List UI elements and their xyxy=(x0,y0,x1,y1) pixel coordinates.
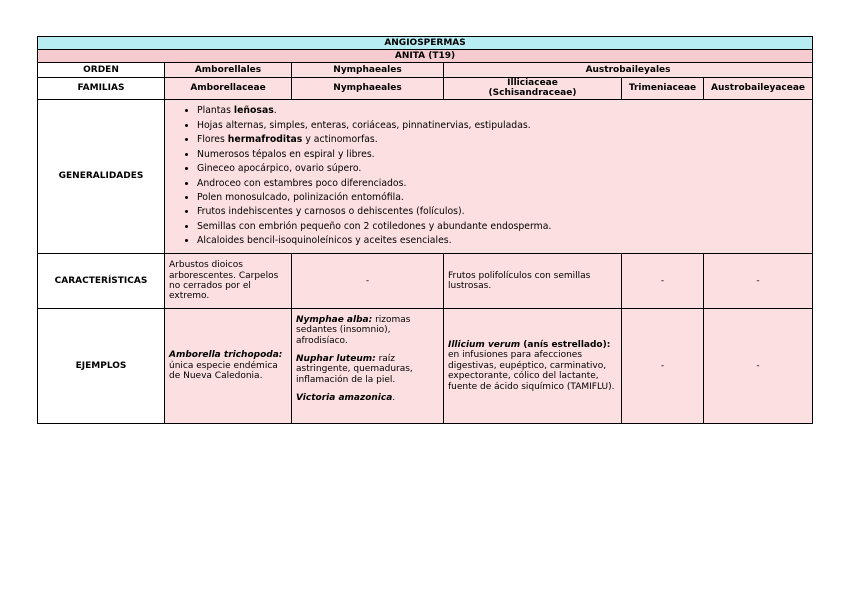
orden-amborellales: Amborellales xyxy=(165,63,292,78)
caracteristicas-nymphaeales: - xyxy=(292,254,444,309)
list-item: • Androceo con estambres poco diferenciados. xyxy=(197,177,808,191)
list-item: • Alcaloides bencil-isoquinoleínicos y aceites esenciales. xyxy=(197,234,808,248)
angiospermas-table xyxy=(37,36,813,424)
ejemplo-illicium: Illicium verum (anís estrellado): en infusiones para afecciones digestivas, eupéptico, carminativo, expectorante, cólico del lactante, fuente de ácido siquímico (TAMIFLU). xyxy=(444,309,622,424)
familia-trimeniaceae: Trimeniaceae xyxy=(622,78,704,100)
familia-nymphaeales: Nymphaeales xyxy=(292,78,444,100)
ejemplos-label: EJEMPLOS xyxy=(38,309,165,424)
list-item: • Hojas alternas, simples, enteras, coriáceas, pinnatinervias, estipuladas. xyxy=(197,119,808,133)
list-item: • Semillas con embrión pequeño con 2 cotiledones y abundante endosperma. xyxy=(197,220,808,234)
list-item: • Polen monosulcado, polinización entomófila. xyxy=(197,191,808,205)
ejemplo-trimeniaceae: - xyxy=(622,309,704,424)
familia-amborellaceae: Amborellaceae xyxy=(165,78,292,100)
table-subtitle: ANITA (T19) xyxy=(38,50,813,63)
ejemplo-austrobaileyaceae: - xyxy=(704,309,813,424)
generalidades-cell xyxy=(165,100,813,254)
ejemplo-amborella: Amborella trichopoda: única especie endémica de Nueva Caledonia. xyxy=(165,309,292,424)
list-item: • Frutos indehiscentes y carnosos o dehiscentes (folículos). xyxy=(197,205,808,219)
caracteristicas-austrobaileyaceae: - xyxy=(704,254,813,309)
orden-austrobaileyales: Austrobaileyales xyxy=(444,63,813,78)
caracteristicas-label: CARACTERÍSTICAS xyxy=(38,254,165,309)
familia-illiciaceae: Illiciaceae (Schisandraceae) xyxy=(444,78,622,100)
familias-label: FAMILIAS xyxy=(38,78,165,100)
generalidades-list xyxy=(183,104,808,248)
caracteristicas-illiciaceae: Frutos polifolículos con semillas lustrosas. xyxy=(444,254,622,309)
list-item: • Flores hermafroditas y actinomorfas. xyxy=(197,133,808,147)
caracteristicas-trimeniaceae: - xyxy=(622,254,704,309)
list-item: • Numerosos tépalos en espiral y libres. xyxy=(197,148,808,162)
table-title: ANGIOSPERMAS xyxy=(38,37,813,50)
generalidades-label: GENERALIDADES xyxy=(38,100,165,254)
caracteristicas-amborellaceae: Arbustos dioicos arborescentes. Carpelos no cerrados por el extremo. xyxy=(165,254,292,309)
familia-austrobaileyaceae: Austrobaileyaceae xyxy=(704,78,813,100)
orden-label: ORDEN xyxy=(38,63,165,78)
list-item: • Gineceo apocárpico, ovario súpero. xyxy=(197,162,808,176)
list-item: • Plantas leñosas. xyxy=(197,104,808,118)
ejemplo-nymphaeales: Nymphae alba: rizomas sedantes (insomnio), afrodisíaco. Nuphar luteum: raíz astringente, quemaduras, inflamación de la piel. Victoria amazonica. xyxy=(292,309,444,424)
orden-nymphaeales: Nymphaeales xyxy=(292,63,444,78)
